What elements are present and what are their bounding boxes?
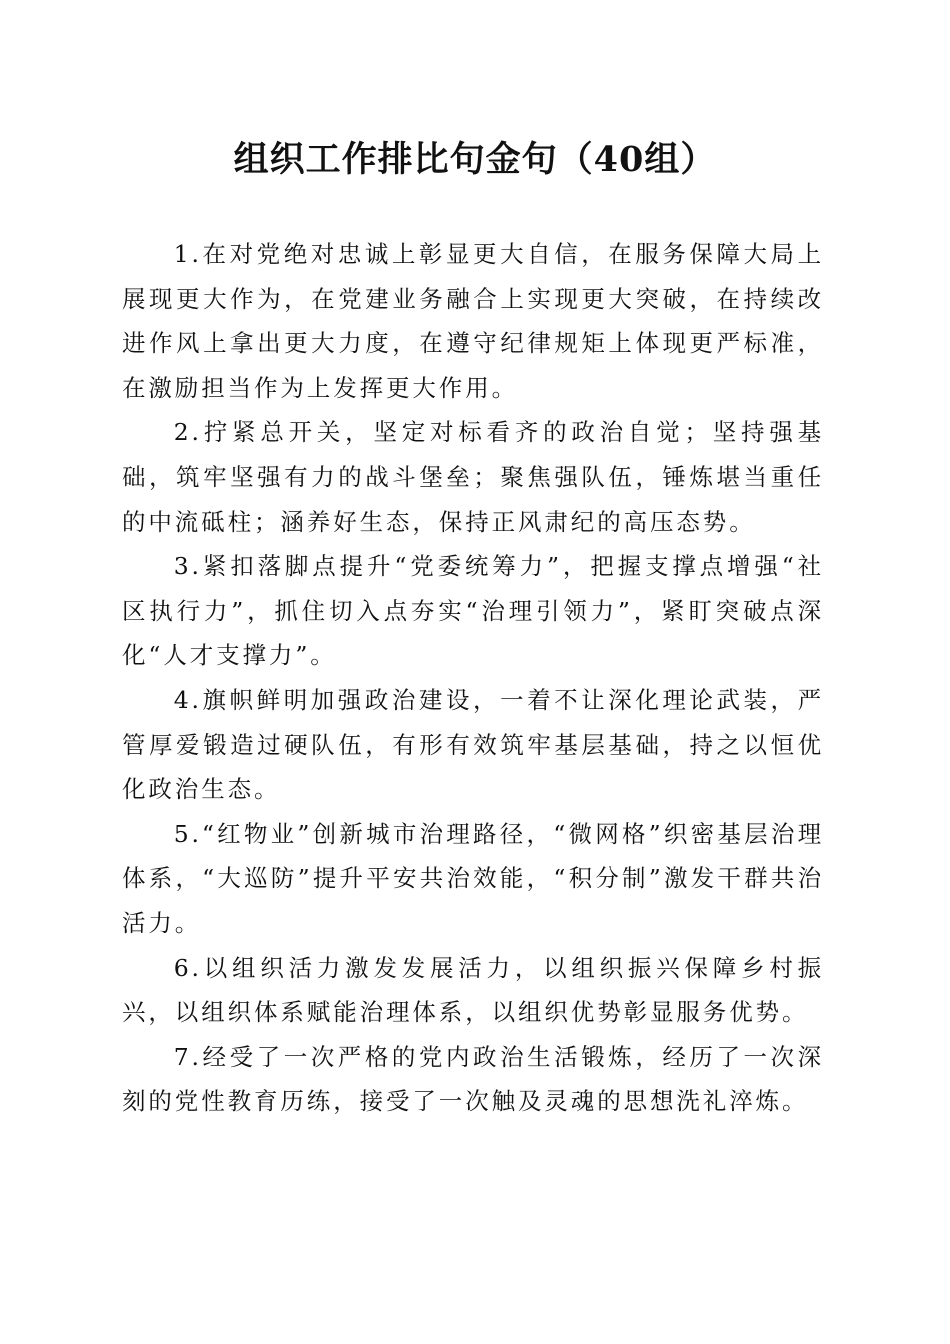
document-body [122, 232, 824, 1124]
paragraph-7: 7.经受了一次严格的党内政治生活锻炼，经历了一次深刻的党性教育历练，接受了一次触及灵魂的思想洗礼淬炼。 [122, 1042, 824, 1116]
paragraph-1: 1.在对党绝对忠诚上彰显更大自信，在服务保障大局上展现更大作为，在党建业务融合上实现更大突破，在持续改进作风上拿出更大力度，在遵守纪律规矩上体现更严标准，在激励担当作为上发挥更大作用。 [122, 240, 824, 402]
paragraph-6: 6.以组织活力激发发展活力，以组织振兴保障乡村振兴，以组织体系赋能治理体系，以组织优势彰显服务优势。 [122, 953, 824, 1027]
paragraph-3: 3.紧扣落脚点提升“党委统筹力”，把握支撑点增强“社区执行力”，抓住切入点夯实“治理引领力”，紧盯突破点深化“人才支撑力”。 [122, 552, 824, 670]
document-title: 组织工作排比句金句（40组） [233, 139, 717, 180]
paragraph-4: 4.旗帜鲜明加强政治建设，一着不让深化理论武装，严管厚爱锻造过硬队伍，有形有效筑牢基层基础，持之以恒优化政治生态。 [122, 685, 824, 804]
paragraph-2: 2.拧紧总开关，坚定对标看齐的政治自觉；坚持强基础，筑牢坚强有力的战斗堡垒；聚焦强队伍，锤炼堪当重任的中流砥柱；涵养好生态，保持正风肃纪的高压态势。 [122, 418, 824, 536]
paragraph-5: 5.“红物业”创新城市治理路径，“微网格”织密基层治理体系，“大巡防”提升平安共治效能，“积分制”激发干群共治活力。 [122, 819, 824, 937]
